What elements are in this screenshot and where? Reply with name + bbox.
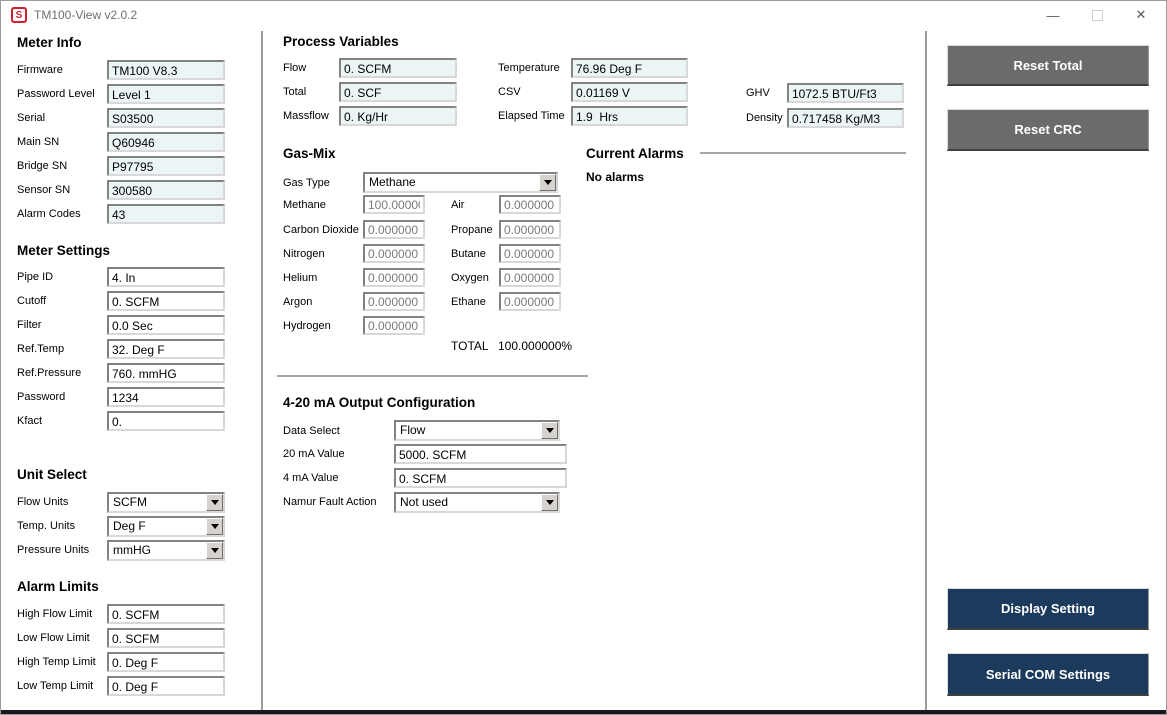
carbon-dioxide-field [363,220,425,239]
namur-fault-value: Not used [400,495,449,509]
sensor-sn-field [107,180,225,200]
data-select-label: Data Select [283,425,340,437]
alarm-codes-label: Alarm Codes [17,208,81,220]
process-variables-heading: Process Variables [283,34,399,49]
pressure-units-value: mmHG [113,543,151,557]
chevron-down-icon[interactable] [206,494,223,511]
elapsed-time-field [571,106,688,126]
close-button[interactable]: ✕ [1135,7,1147,22]
argon-label: Argon [283,296,313,308]
serial-com-settings-button[interactable]: Serial COM Settings [947,653,1149,696]
ghv-field [787,83,904,103]
reset-total-button[interactable]: Reset Total [947,45,1149,86]
propane-field [499,220,561,239]
high-flow-limit-input[interactable] [107,604,225,624]
app-logo-icon: S [11,7,27,23]
flow-units-label: Flow Units [17,496,69,508]
low-flow-limit-input[interactable] [107,628,225,648]
unit-select-heading: Unit Select [17,467,87,482]
kfact-input[interactable] [107,411,225,431]
minimize-button[interactable]: — [1046,7,1060,23]
vertical-divider-left [261,31,263,712]
chevron-down-icon[interactable] [539,174,556,191]
vertical-divider-right [925,31,927,712]
gas-mix-heading: Gas-Mix [283,146,336,161]
ref-pressure-label: Ref.Pressure [17,367,82,379]
ghv-label: GHV [746,87,770,99]
alarm-status-text: No alarms [586,170,645,184]
carbon-dioxide-label: Carbon Dioxide [283,224,359,236]
temperature-field [571,58,688,78]
filter-label: Filter [17,319,42,331]
temp-units-label: Temp. Units [17,520,76,532]
high-temp-limit-input[interactable] [107,652,225,672]
propane-label: Propane [451,224,493,236]
butane-label: Butane [451,248,486,260]
nitrogen-label: Nitrogen [283,248,325,260]
section-separator [277,375,588,377]
filter-input[interactable] [107,315,225,335]
helium-label: Helium [283,272,318,284]
elapsed-time-label: Elapsed Time [498,110,565,122]
gas-type-label: Gas Type [283,177,330,189]
ref-temp-input[interactable] [107,339,225,359]
gas-type-value: Methane [369,175,416,189]
output-4ma-input[interactable] [394,468,567,488]
bridge-sn-label: Bridge SN [17,160,68,172]
cutoff-label: Cutoff [17,295,47,307]
output-4ma-label: 4 mA Value [283,472,339,484]
cutoff-input[interactable] [107,291,225,311]
display-setting-button[interactable]: Display Setting [947,588,1149,630]
hydrogen-label: Hydrogen [283,320,331,332]
password-label: Password [17,391,66,403]
chevron-down-icon[interactable] [541,494,558,511]
low-temp-limit-label: Low Temp Limit [17,680,94,692]
low-temp-limit-input[interactable] [107,676,225,696]
main-sn-field [107,132,225,152]
firmware-label: Firmware [17,64,63,76]
password-level-field [107,84,225,104]
kfact-label: Kfact [17,415,43,427]
methane-field [363,195,425,214]
temperature-label: Temperature [498,62,560,74]
window-title: TM100-View v2.0.2 [34,8,138,22]
ethane-label: Ethane [451,296,486,308]
total-value: 100.000000% [498,339,573,353]
high-temp-limit-label: High Temp Limit [17,656,96,668]
pipe-id-label: Pipe ID [17,271,54,283]
meter-settings-heading: Meter Settings [17,243,111,258]
data-select-value: Flow [400,423,426,437]
serial-label: Serial [17,112,46,124]
alarm-codes-field [107,204,225,224]
namur-fault-select[interactable] [394,492,560,513]
reset-crc-button[interactable]: Reset CRC [947,109,1149,151]
methane-label: Methane [283,199,326,211]
temp-units-value: Deg F [113,519,146,533]
firmware-field [107,60,225,80]
password-level-label: Password Level [17,88,95,100]
alarms-separator [700,152,906,154]
butane-field [499,244,561,263]
chevron-down-icon[interactable] [206,542,223,559]
csv-label: CSV [498,86,521,98]
flow-units-select[interactable] [107,492,225,513]
nitrogen-field [363,244,425,263]
ethane-field [499,292,561,311]
gas-type-select[interactable] [363,172,558,193]
output-20ma-input[interactable] [394,444,567,464]
alarm-limits-heading: Alarm Limits [17,579,99,594]
output-config-heading: 4-20 mA Output Configuration [283,395,476,410]
argon-field [363,292,425,311]
maximize-icon [1092,10,1103,21]
density-field [787,108,904,128]
password-input[interactable] [107,387,225,407]
air-field [499,195,561,214]
csv-field [571,82,688,102]
massflow-label: Massflow [283,110,329,122]
pressure-units-select[interactable] [107,540,225,561]
data-select-dropdown[interactable] [394,420,560,441]
low-flow-limit-label: Low Flow Limit [17,632,90,644]
current-alarms-heading: Current Alarms [586,146,684,161]
ref-pressure-input[interactable] [107,363,225,383]
pressure-units-label: Pressure Units [17,544,90,556]
total-field-label: Total [283,86,307,98]
maximize-button[interactable] [1079,1,1115,29]
chevron-down-icon[interactable] [206,518,223,535]
hydrogen-field [363,316,425,335]
main-sn-label: Main SN [17,136,60,148]
air-label: Air [451,199,465,211]
density-label: Density [746,112,783,124]
window-bottom-edge [1,710,1166,714]
serial-field [107,108,225,128]
output-20ma-label: 20 mA Value [283,448,345,460]
oxygen-label: Oxygen [451,272,489,284]
oxygen-field [499,268,561,287]
total-field [339,82,457,102]
chevron-down-icon[interactable] [541,422,558,439]
bridge-sn-field [107,156,225,176]
flow-units-value: SCFM [113,495,147,509]
sensor-sn-label: Sensor SN [17,184,71,196]
high-flow-limit-label: High Flow Limit [17,608,93,620]
massflow-field [339,106,457,126]
flow-field [339,58,457,78]
pipe-id-input[interactable] [107,267,225,287]
flow-label: Flow [283,62,307,74]
ref-temp-label: Ref.Temp [17,343,65,355]
total-label: TOTAL [451,339,489,353]
meter-info-heading: Meter Info [17,35,82,50]
namur-fault-label: Namur Fault Action [283,496,377,508]
helium-field [363,268,425,287]
temp-units-select[interactable] [107,516,225,537]
